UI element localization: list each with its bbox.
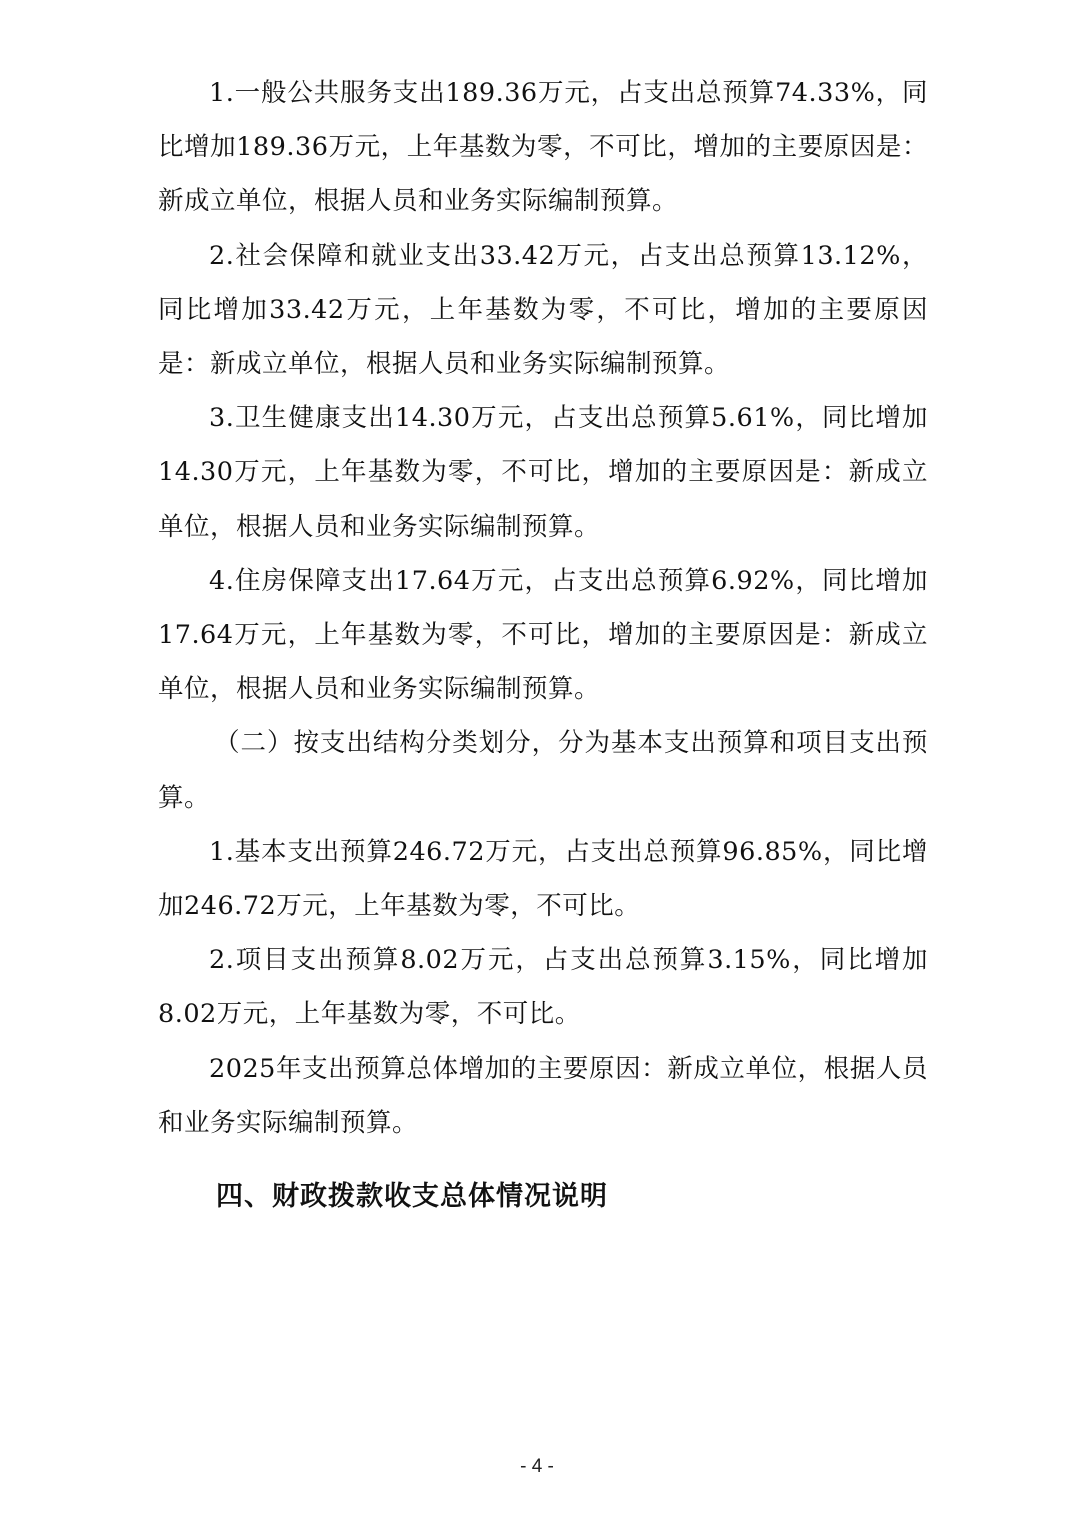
paragraph-general-public-services: 1.一般公共服务支出189.36万元，占支出总预算74.33%，同比增加189.36万元，上年基数为零，不可比，增加的主要原因是：新成立单位，根据人员和业务实际编制预算。 — [158, 78, 928, 217]
paragraph-social-security: 2.社会保障和就业支出33.42万元，占支出总预算13.12%，同比增加33.42万元，上年基数为零，不可比，增加的主要原因是：新成立单位，根据人员和业务实际编制预算。 — [158, 240, 928, 380]
paragraph-housing: 4.住房保障支出17.64万元，占支出总预算6.92%，同比增加17.64万元，上年基数为零，不可比，增加的主要原因是：新成立单位，根据人员和业务实际编制预算。 — [158, 565, 928, 705]
paragraph-overall-reason: 2025年支出预算总体增加的主要原因：新成立单位，根据人员和业务实际编制预算。 — [158, 1053, 928, 1138]
section-heading: 四、财政拨款收支总体情况说明 — [216, 1181, 608, 1212]
paragraph-project-expenditure: 2.项目支出预算8.02万元，占支出总预算3.15%，同比增加8.02万元，上年基数为零，不可比。 — [158, 945, 928, 1030]
paragraph-structure-classification: （二）按支出结构分类划分，分为基本支出预算和项目支出预算。 — [158, 728, 928, 813]
paragraph-basic-expenditure: 1.基本支出预算246.72万元，占支出总预算96.85%，同比增加246.72万元，上年基数为零，不可比。 — [158, 836, 928, 922]
paragraph-health: 3.卫生健康支出14.30万元，占支出总预算5.61%，同比增加14.30万元，上年基数为零，不可比，增加的主要原因是：新成立单位，根据人员和业务实际编制预算。 — [158, 403, 928, 542]
document-body — [158, 66, 928, 1150]
page-number: - 4 - — [520, 1456, 554, 1477]
